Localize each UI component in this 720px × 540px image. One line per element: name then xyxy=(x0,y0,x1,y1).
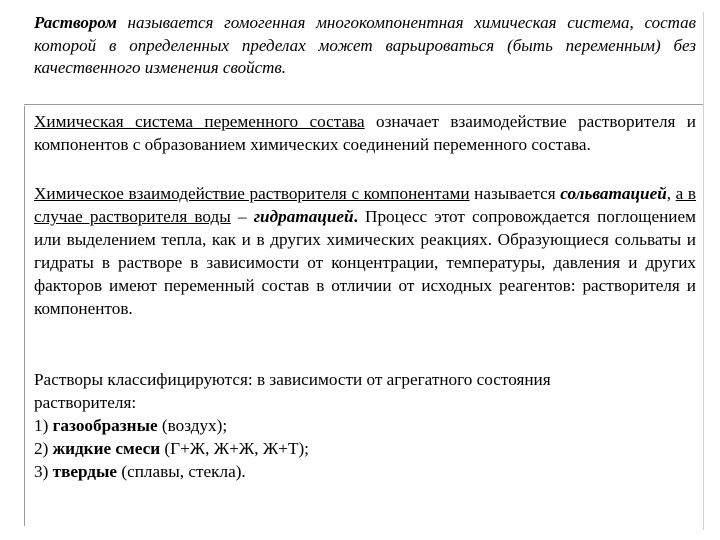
classification-item-liquid xyxy=(34,437,696,460)
hydration-term: гидратацией xyxy=(253,207,354,226)
item-rest: (сплавы, стекла). xyxy=(117,462,246,481)
classification-intro-line2: растворителя: xyxy=(34,393,137,412)
water-case-underlined: а в случае растворителя воды xyxy=(34,184,697,226)
divider-horizontal xyxy=(24,104,704,105)
solvation-connector: называется xyxy=(469,184,561,203)
definition-paragraph xyxy=(34,12,696,80)
solvation-underlined: Химическое взаимодействие растворителя с компонентами xyxy=(34,184,470,203)
divider-vertical-right xyxy=(703,12,704,530)
item-rest: (Г+Ж, Ж+Ж, Ж+Т); xyxy=(160,439,309,458)
classification-item-solid xyxy=(34,460,696,483)
item-term: твердые xyxy=(52,462,118,481)
classification-item-gas xyxy=(34,414,696,437)
item-number: 1) xyxy=(34,416,53,435)
item-number: 2) xyxy=(34,439,53,458)
item-term: жидкие смеси xyxy=(52,439,161,458)
variable-system-paragraph xyxy=(34,110,696,156)
item-term: газообразные xyxy=(52,416,158,435)
slide-frame xyxy=(24,12,704,530)
divider-vertical-left xyxy=(24,106,25,526)
definition-text: называется гомогенная многокомпонентная химическая система, состав которой в определенных пределах может варьироваться (быть переменным) без качественного изменения свойств. xyxy=(34,13,696,77)
solvation-paragraph xyxy=(34,182,696,320)
solvation-dash: – xyxy=(230,207,254,226)
variable-system-term: Химическая система переменного состава xyxy=(34,112,365,131)
solvation-comma: , xyxy=(666,184,676,203)
classification-intro-line1: Растворы классифицируются: в зависимости от агрегатного состояния xyxy=(34,370,551,389)
definition-term: Раствором xyxy=(34,13,117,32)
hydration-period: . xyxy=(353,207,358,226)
variable-system-text: означает взаимодействие растворителя и компонентов с образованием химических соединений переменного состава. xyxy=(34,112,697,154)
item-rest: (воздух); xyxy=(157,416,228,435)
item-number: 3) xyxy=(34,462,53,481)
solvation-term: сольватацией xyxy=(560,184,667,203)
solvation-text: Процесс этот сопровождается поглощением или выделением тепла, как и в других химических реакциях. Образующиеся сольваты и гидраты в растворе в зависимости от концентрации, температуры, давления и других факторов имеют переменный состав в отличии от исходных реагентов: растворителя и компонентов. xyxy=(34,207,696,318)
classification-block xyxy=(34,368,696,483)
